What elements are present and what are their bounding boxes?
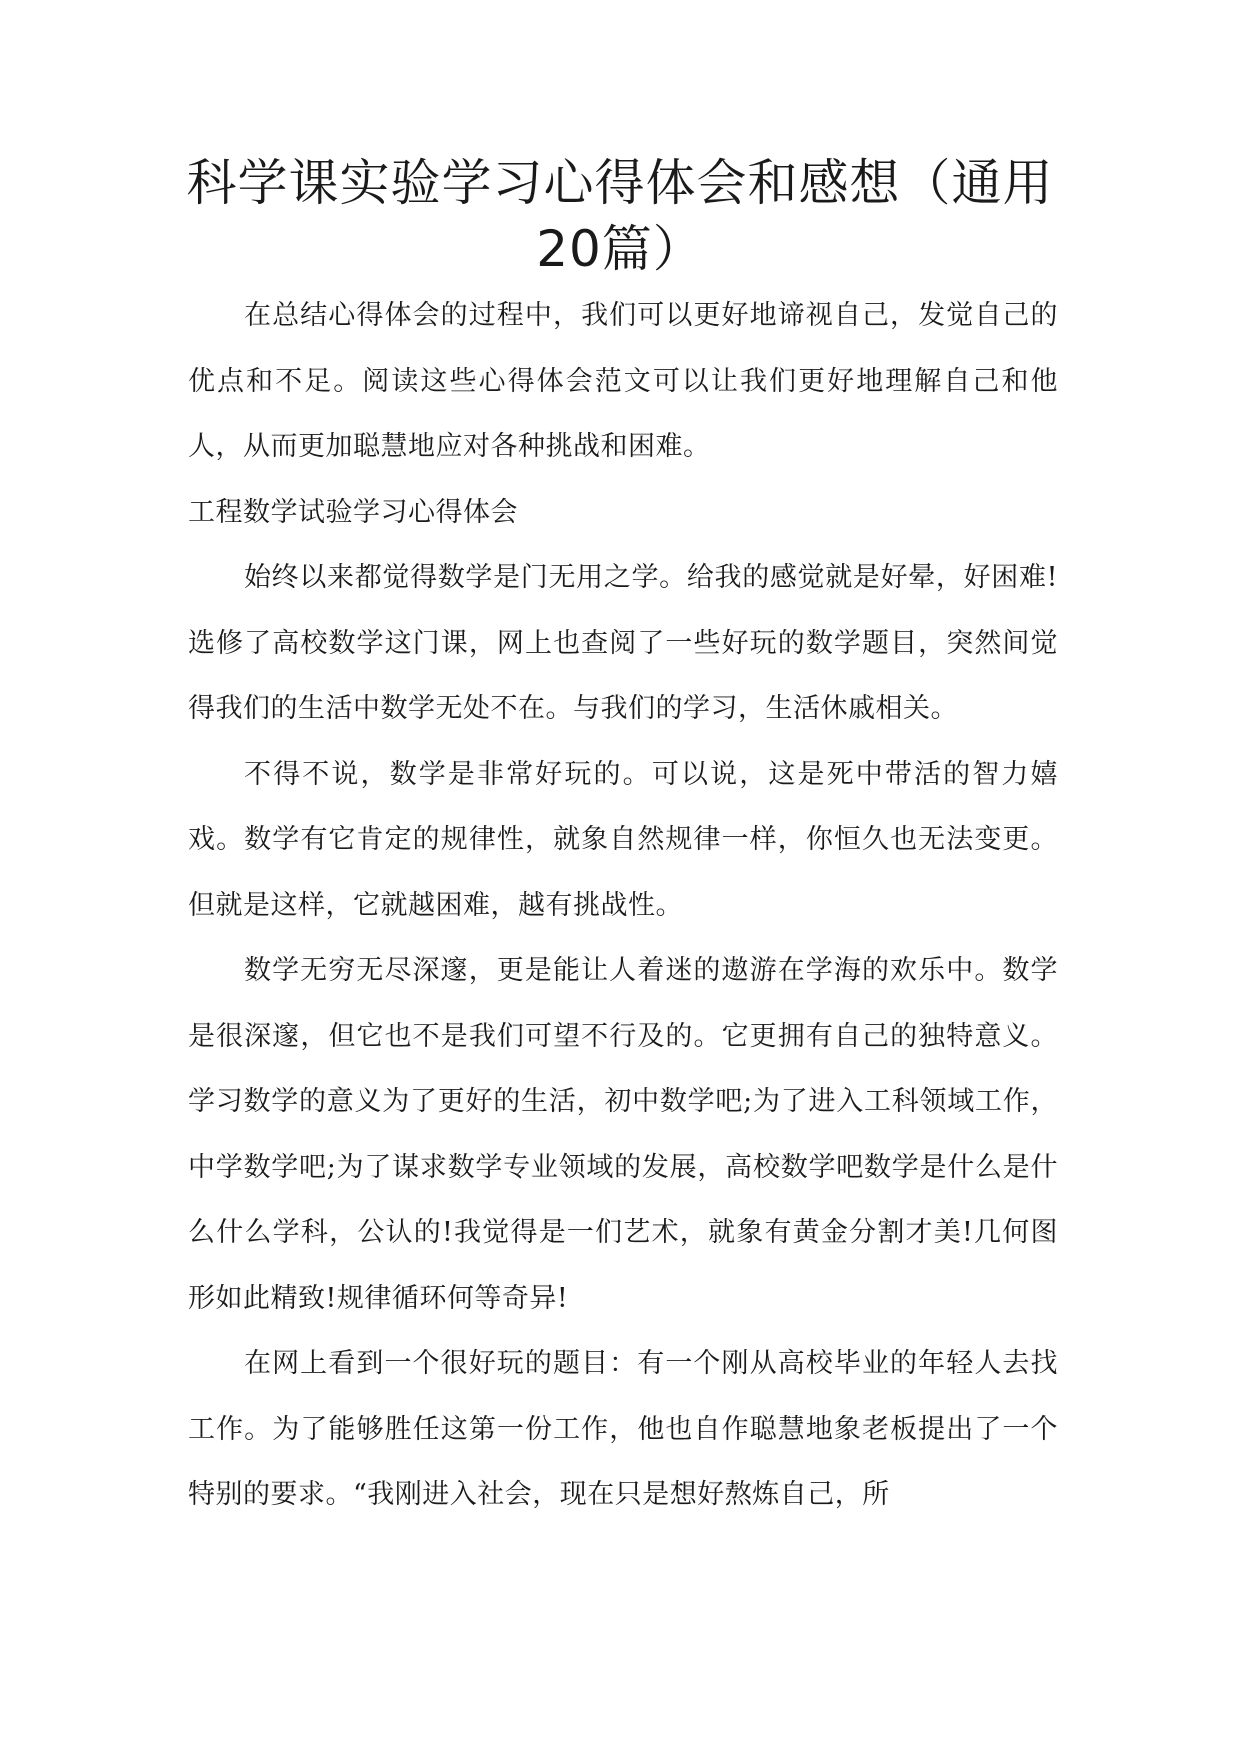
- body-paragraph: 数学无穷无尽深邃，更是能让人着迷的遨游在学海的欢乐中。数学是很深邃，但它也不是我们可望不行及的。它更拥有自己的独特意义。学习数学的意义为了更好的生活，初中数学吧;为了进入工科领域工作，中学数学吧;为了谋求数学专业领域的发展，高校数学吧数学是什么是什么什么学科，公认的!我觉得是一们艺术，就象有黄金分割才美!几何图形如此精致!规律循环何等奇异!: [188, 955, 1058, 1314]
- body-paragraph: 在网上看到一个很好玩的题目：有一个刚从高校毕业的年轻人去找工作。为了能够胜任这第一份工作，他也自作聪慧地象老板提出了一个特别的要求。“我刚进入社会，现在只是想好熬炼自己，所: [188, 1348, 1058, 1510]
- body-paragraph: 不得不说，数学是非常好玩的。可以说，这是死中带活的智力嬉戏。数学有它肯定的规律性，就象自然规律一样，你恒久也无法变更。但就是这样，它就越困难，越有挑战性。: [188, 758, 1058, 921]
- body-paragraph: 始终以来都觉得数学是门无用之学。给我的感觉就是好晕，好困难!选修了高校数学这门课，网上也查阅了一些好玩的数学题目，突然间觉得我们的生活中数学无处不在。与我们的学习，生活休戚相关。: [188, 562, 1058, 724]
- document-title: 科学课实验学习心得体会和感想（通用20篇）: [186, 154, 1054, 278]
- document-body: [188, 283, 1058, 1528]
- intro-paragraph: 在总结心得体会的过程中，我们可以更好地谛视自己，发觉自己的优点和不足。阅读这些心得体会范文可以让我们更好地理解自己和他人，从而更加聪慧地应对各种挑战和困难。: [188, 300, 1058, 462]
- section-heading: 工程数学试验学习心得体会: [188, 496, 518, 528]
